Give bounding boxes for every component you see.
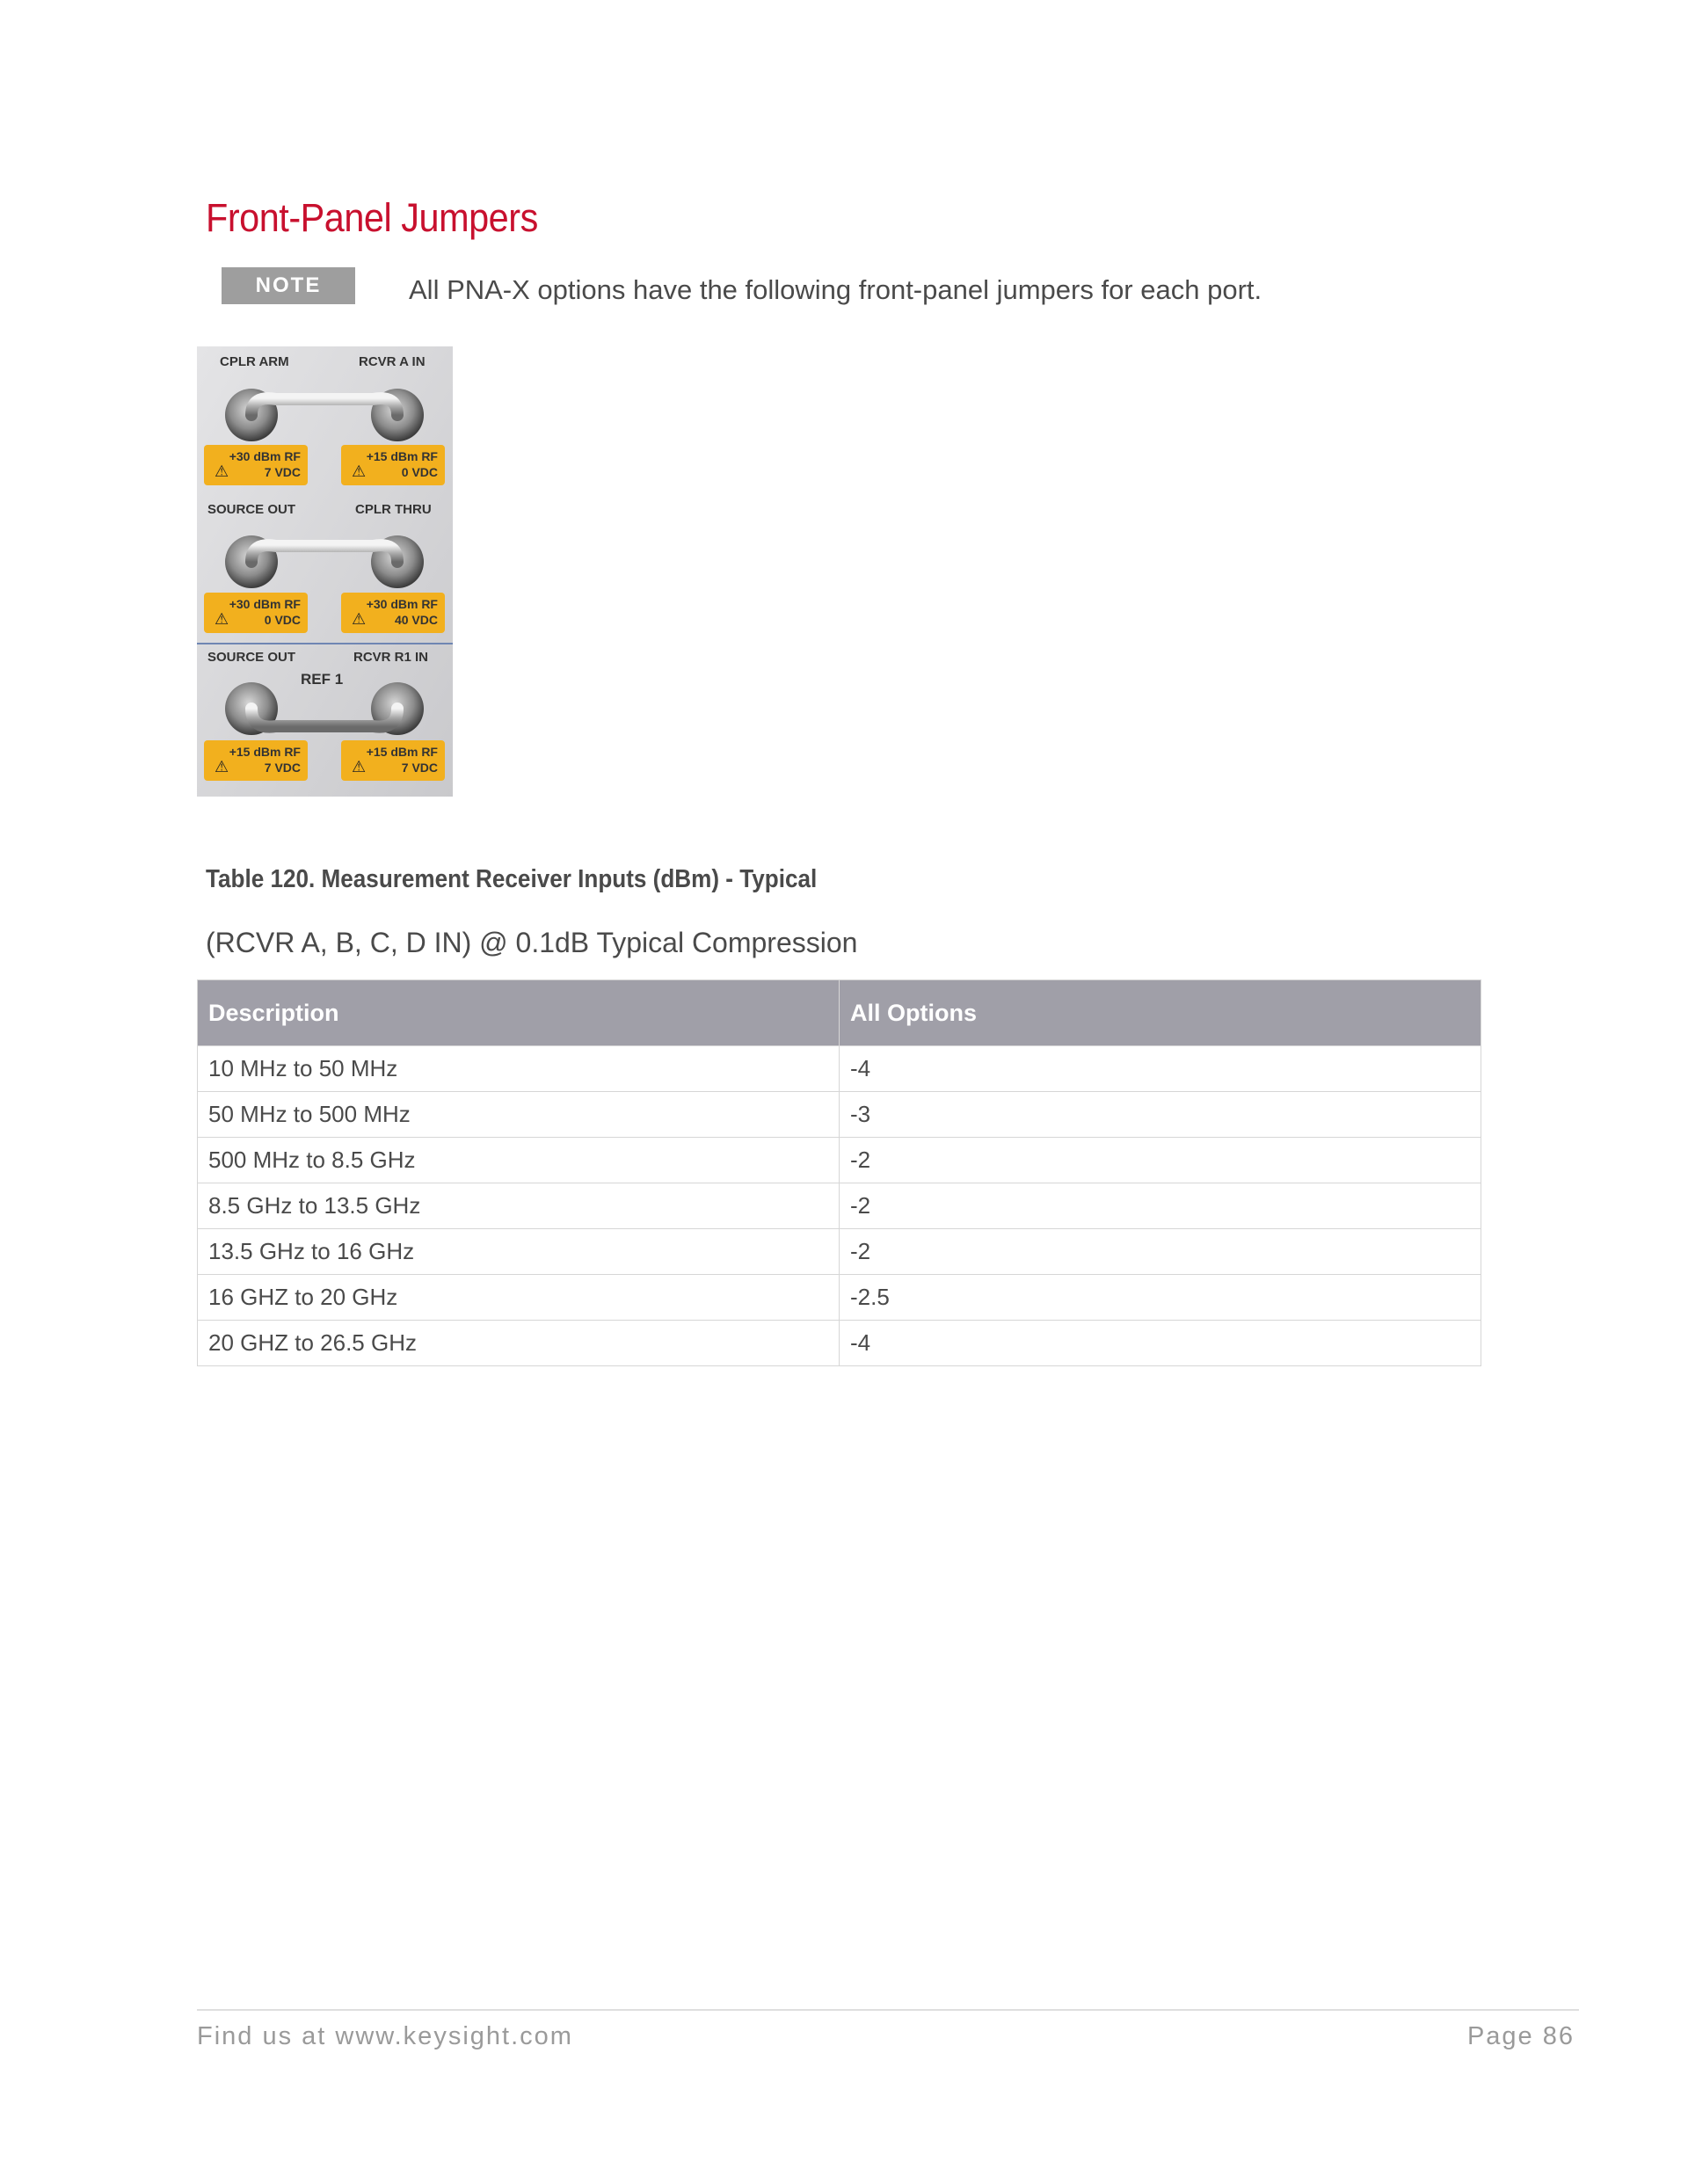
svg-text:7 VDC: 7 VDC [264, 465, 301, 479]
cell-value: -4 [840, 1321, 1481, 1366]
cell-description: 10 MHz to 50 MHz [198, 1046, 840, 1092]
note-badge: NOTE [222, 267, 355, 304]
svg-text:⚠: ⚠ [215, 462, 229, 480]
warning-label-2 [341, 445, 445, 485]
cell-value: -2 [840, 1138, 1481, 1183]
svg-text:⚠: ⚠ [352, 758, 367, 775]
label-cplr-thru: CPLR THRU [355, 502, 432, 517]
svg-text:+30 dBm RF: +30 dBm RF [366, 597, 438, 611]
svg-text:+30 dBm RF: +30 dBm RF [229, 449, 301, 463]
label-source-out-2: SOURCE OUT [207, 650, 296, 665]
svg-text:7 VDC: 7 VDC [264, 761, 301, 775]
cell-description: 16 GHZ to 20 GHz [198, 1275, 840, 1321]
svg-text:0 VDC: 0 VDC [401, 465, 438, 479]
svg-text:⚠: ⚠ [215, 610, 229, 628]
table-row [198, 1321, 1481, 1366]
svg-text:+15 dBm RF: +15 dBm RF [229, 745, 301, 759]
svg-text:7 VDC: 7 VDC [401, 761, 438, 775]
page-title: Front-Panel Jumpers [206, 195, 538, 240]
cell-description: 500 MHz to 8.5 GHz [198, 1138, 840, 1183]
footer-page-number: Page 86 [1466, 2022, 1575, 2050]
warning-label-6 [341, 740, 445, 781]
table-subcaption: (RCVR A, B, C, D IN) @ 0.1dB Typical Compression [206, 927, 858, 958]
footer-website: Find us at www.keysight.com [197, 2022, 573, 2050]
svg-text:⚠: ⚠ [215, 758, 229, 775]
cell-value: -2 [840, 1229, 1481, 1275]
warning-label-4 [341, 593, 445, 633]
svg-text:+15 dBm RF: +15 dBm RF [366, 449, 438, 463]
table-header-row [198, 980, 1481, 1046]
table-row [198, 1046, 1481, 1092]
cell-value: -2.5 [840, 1275, 1481, 1321]
table-row [198, 1138, 1481, 1183]
svg-text:0 VDC: 0 VDC [264, 613, 301, 627]
header-all-options: All Options [840, 980, 1481, 1046]
cell-description: 50 MHz to 500 MHz [198, 1092, 840, 1138]
cell-description: 20 GHZ to 26.5 GHz [198, 1321, 840, 1366]
label-cplr-arm: CPLR ARM [220, 354, 289, 369]
svg-text:⚠: ⚠ [352, 610, 367, 628]
warning-label-3 [204, 593, 308, 633]
table-row [198, 1275, 1481, 1321]
table-row [198, 1183, 1481, 1229]
label-rcvr-a-in: RCVR A IN [359, 354, 426, 369]
cell-value: -3 [840, 1092, 1481, 1138]
note-text: All PNA-X options have the following front-panel jumpers for each port. [409, 274, 1262, 305]
warning-label-1 [204, 445, 308, 485]
label-rcvr-r1-in: RCVR R1 IN [353, 650, 429, 665]
footer-divider [197, 2009, 1579, 2011]
cell-description: 13.5 GHz to 16 GHz [198, 1229, 840, 1275]
header-description: Description [198, 980, 840, 1046]
svg-text:⚠: ⚠ [352, 462, 367, 480]
cell-value: -4 [840, 1046, 1481, 1092]
label-source-out-1: SOURCE OUT [207, 502, 296, 517]
table-row [198, 1229, 1481, 1275]
table-row [198, 1092, 1481, 1138]
svg-text:40 VDC: 40 VDC [394, 613, 438, 627]
front-panel-jumpers-photo [197, 346, 453, 797]
table-caption: Table 120. Measurement Receiver Inputs (dBm) - Typical [206, 865, 818, 893]
warning-label-5 [204, 740, 308, 781]
svg-text:+15 dBm RF: +15 dBm RF [366, 745, 438, 759]
label-ref-1: REF 1 [301, 671, 344, 688]
cell-value: -2 [840, 1183, 1481, 1229]
cell-description: 8.5 GHz to 13.5 GHz [198, 1183, 840, 1229]
receiver-inputs-table [197, 979, 1481, 1366]
svg-text:+30 dBm RF: +30 dBm RF [229, 597, 301, 611]
